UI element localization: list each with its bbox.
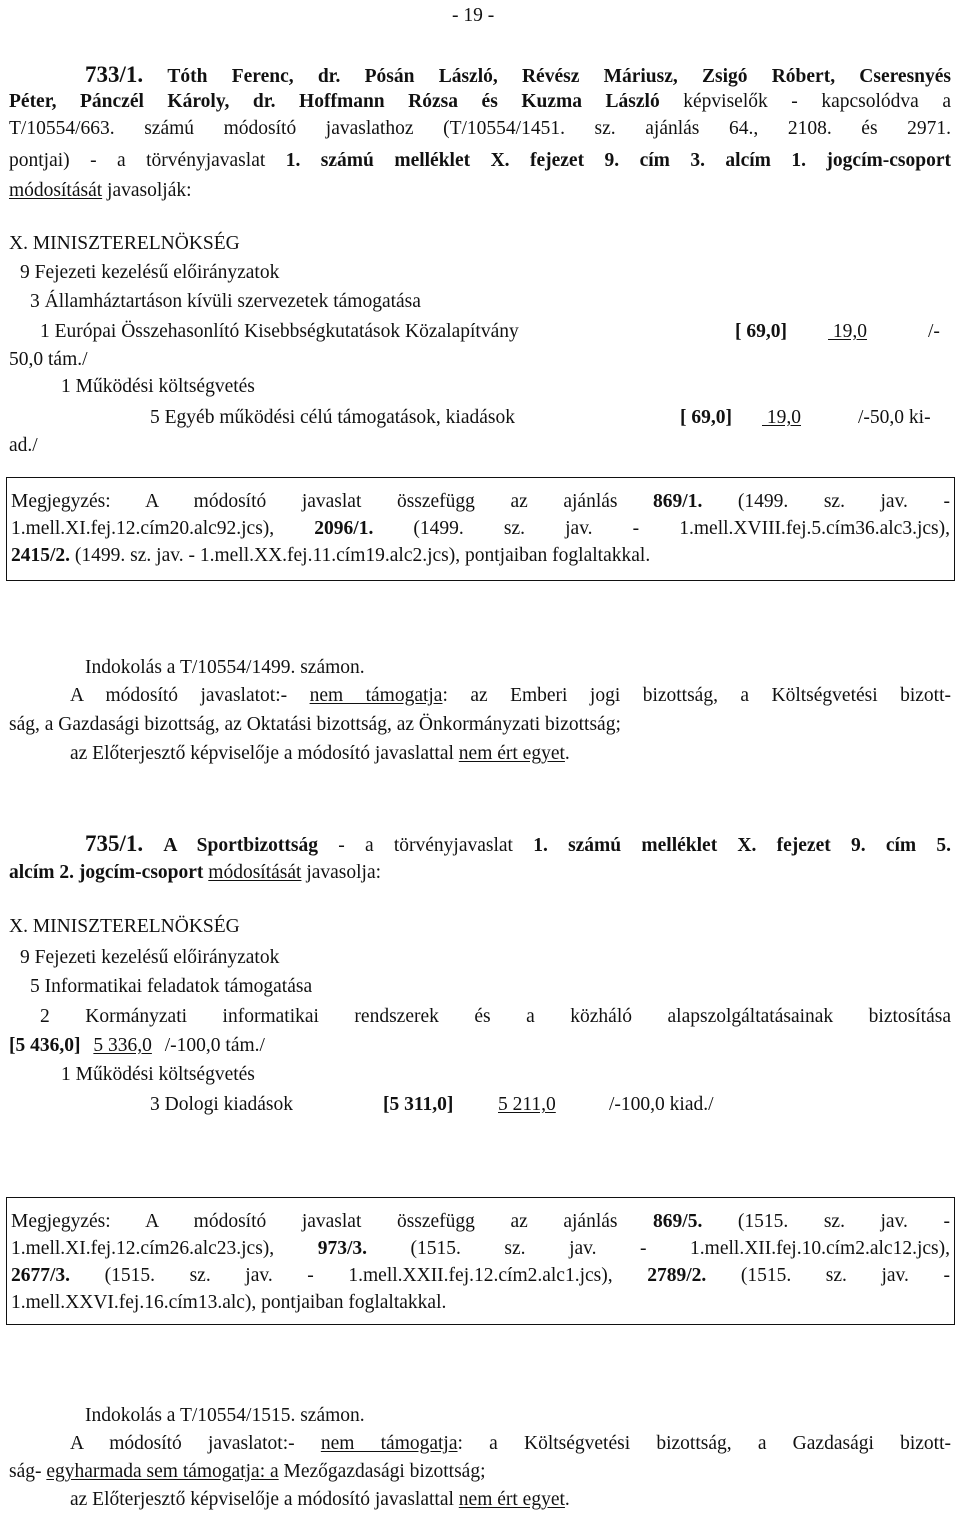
amendment-header-line5 xyxy=(9,177,192,204)
proposer: A Sportbizottság xyxy=(163,835,318,856)
justification-text: az Előterjesztő képviselője a módosító javaslattal xyxy=(70,1489,459,1510)
line5-text: javasolják: xyxy=(102,180,192,201)
note-ref: 2789/2. xyxy=(647,1265,707,1286)
justification-text: . xyxy=(564,743,570,764)
justification-text: . xyxy=(564,1489,570,1510)
modification-link: módosítását xyxy=(9,180,103,201)
budget-line-5-tail: ad./ xyxy=(9,435,38,456)
note-text: (1515. sz. jav. - xyxy=(702,1211,950,1232)
amendment-header-line4 xyxy=(9,147,951,174)
budget-diff: /-100,0 tám./ xyxy=(164,1035,265,1056)
note-line1 xyxy=(11,488,950,515)
third-not-supported: egyharmada sem támogatja: a xyxy=(46,1461,279,1482)
not-supported: nem támogatja xyxy=(309,685,443,706)
budget-line-5-new: 19,0 xyxy=(762,407,801,428)
budget-line-3: 3 Államháztartáson kívüli szervezetek támogatása xyxy=(30,291,421,312)
justification-text: A módosító javaslatot:- xyxy=(70,685,310,706)
budget-line-5-old: [ 69,0] xyxy=(680,407,732,428)
note-text: 1.mell.XI.fej.12.cím26.alc23.jcs), xyxy=(11,1238,318,1259)
amendment-id: 735/1. xyxy=(85,831,144,856)
disagrees: nem ért egyet xyxy=(458,743,565,764)
note-line4: 1.mell.XXVI.fej.16.cím13.alc), pontjaiban foglaltakkal. xyxy=(11,1292,447,1313)
budget-line-5-diff: /-50,0 ki- xyxy=(858,407,931,428)
justification-text: A módosító javaslatot:- xyxy=(70,1433,321,1454)
budget-line-3-new: 5 211,0 xyxy=(498,1094,556,1115)
note-text: (1515. sz. jav. - 1.mell.XXII.fej.12.cím2.alc1.jcs), xyxy=(70,1265,648,1286)
note-text: 1.mell.XI.fej.12.cím20.alc92.jcs), xyxy=(11,518,315,539)
note-text: (1499. sz. jav. - 1.mell.XX.fej.11.cím19.alc2.jcs), pontjaiban foglaltakkal. xyxy=(70,545,651,566)
justification-title: Indokolás a T/10554/1499. számon. xyxy=(85,657,365,678)
amendment-header-line2 xyxy=(9,88,951,115)
line1-target: 1. számú melléklet X. fejezet 9. cím 5. xyxy=(533,835,952,856)
budget-old: [5 436,0] xyxy=(9,1035,81,1056)
note-ref: 869/1. xyxy=(653,491,703,512)
note-line1 xyxy=(11,1208,950,1235)
budget-line-operating: 1 Működési költségvetés xyxy=(61,1064,255,1085)
budget-line-1-old: [ 69,0] xyxy=(735,321,787,342)
budget-line-3-label: 3 Dologi kiadások xyxy=(150,1094,293,1115)
note-text: (1515. sz. jav. - 1.mell.XII.fej.10.cím2.alc12.jcs), xyxy=(367,1238,950,1259)
note-line2 xyxy=(11,1235,950,1262)
note-text: Megjegyzés: A módosító javaslat összefügg az ajánlás xyxy=(11,491,654,512)
justification-line2 xyxy=(9,1458,486,1485)
amendment-header-line3: T/10554/663. számú módosító javaslathoz (T/10554/1451. sz. ajánlás 64., 2108. és 2971. xyxy=(9,118,951,139)
note-text: (1515. sz. jav. - xyxy=(706,1265,950,1286)
not-supported: nem támogatja xyxy=(320,1433,458,1454)
budget-line-9: 9 Fejezeti kezelésű előirányzatok xyxy=(20,947,280,968)
note-box xyxy=(6,1197,955,1325)
note-line3 xyxy=(11,542,950,569)
amendment-header-line2 xyxy=(9,859,381,886)
budget-line-2-values xyxy=(9,1032,265,1059)
justification-line3 xyxy=(70,1486,570,1513)
justification-line2: ság, a Gazdasági bizottság, az Oktatási bizottság, az Önkormányzati bizottság; xyxy=(9,714,621,735)
chapter-title: X. MINISZTERELNÖKSÉG xyxy=(9,233,240,254)
chapter-title: X. MINISZTERELNÖKSÉG xyxy=(9,916,240,937)
justification-text: az Előterjesztő képviselője a módosító javaslattal xyxy=(70,743,459,764)
justification-text: ság- xyxy=(9,1461,47,1482)
justification-text: Mezőgazdasági bizottság; xyxy=(278,1461,486,1482)
proposers-line2: Péter, Pánczél Károly, dr. Hoffmann Rózsa és Kuzma László xyxy=(9,91,660,112)
budget-line-5-label: 5 Egyéb működési célú támogatások, kiadások xyxy=(150,407,515,428)
budget-line-9: 9 Fejezeti kezelésű előirányzatok xyxy=(20,262,280,283)
note-text: (1499. sz. jav. - xyxy=(702,491,950,512)
line4-target: 1. számú melléklet X. fejezet 9. cím 3. alcím 1. jogcím-csoport xyxy=(285,150,951,171)
note-line2 xyxy=(11,515,950,542)
line4-text: pontjai) - a törvényjavaslat xyxy=(9,150,286,171)
amendment-id: 733/1. xyxy=(85,62,144,87)
proposers-role: képviselők - kapcsolódva a xyxy=(659,91,952,112)
budget-new: 5 336,0 xyxy=(93,1035,152,1056)
budget-line-operating: 1 Működési költségvetés xyxy=(61,376,255,397)
justification-line1 xyxy=(70,1430,951,1457)
note-ref: 869/5. xyxy=(653,1211,703,1232)
budget-line-2-label: 2 Kormányzati informatikai rendszerek és a közháló alapszolgáltatásainak biztosítása xyxy=(40,1006,951,1027)
budget-line-1-new: 19,0 xyxy=(828,321,867,342)
note-text: Megjegyzés: A módosító javaslat összefügg az ajánlás xyxy=(11,1211,654,1232)
budget-line-3-diff: /-100,0 kiad./ xyxy=(609,1094,714,1115)
justification-line1 xyxy=(70,682,951,709)
budget-line-1-diff: /- xyxy=(928,321,940,342)
line1-text: - a törvényjavaslat xyxy=(317,835,534,856)
note-ref: 2415/2. xyxy=(11,545,71,566)
justification-text: : az Emberi jogi bizottság, a Költségvetési bizott- xyxy=(442,685,951,706)
note-ref: 973/3. xyxy=(317,1238,367,1259)
budget-line-3-old: [5 311,0] xyxy=(383,1094,454,1115)
modification-link: módosítását xyxy=(208,862,302,883)
proposers-line1: Tóth Ferenc, dr. Pósán László, Révész Máriusz, Zsigó Róbert, Cseresnyés xyxy=(167,66,952,87)
amendment-header-line1 xyxy=(85,830,951,859)
note-text: (1499. sz. jav. - 1.mell.XVIII.fej.5.cím36.alc3.jcs), xyxy=(373,518,950,539)
note-line3 xyxy=(11,1262,950,1289)
amendment-header-line1 xyxy=(85,61,951,90)
line2-target: alcím 2. jogcím-csoport xyxy=(9,862,204,883)
budget-line-1-label: 1 Európai Összehasonlító Kisebbségkutatások Közalapítvány xyxy=(40,321,519,342)
note-ref: 2677/3. xyxy=(11,1265,71,1286)
justification-line3 xyxy=(70,740,570,767)
budget-line-5: 5 Informatikai feladatok támogatása xyxy=(30,976,313,997)
note-ref: 2096/1. xyxy=(314,518,374,539)
justification-text: : a Költségvetési bizottság, a Gazdasági bizott- xyxy=(457,1433,951,1454)
note-box xyxy=(6,477,955,581)
disagrees: nem ért egyet xyxy=(458,1489,565,1510)
page-number: - 19 - xyxy=(452,5,495,26)
justification-title: Indokolás a T/10554/1515. számon. xyxy=(85,1405,365,1426)
line2-text: javasolja: xyxy=(301,862,382,883)
budget-line-1-tail: 50,0 tám./ xyxy=(9,349,88,370)
